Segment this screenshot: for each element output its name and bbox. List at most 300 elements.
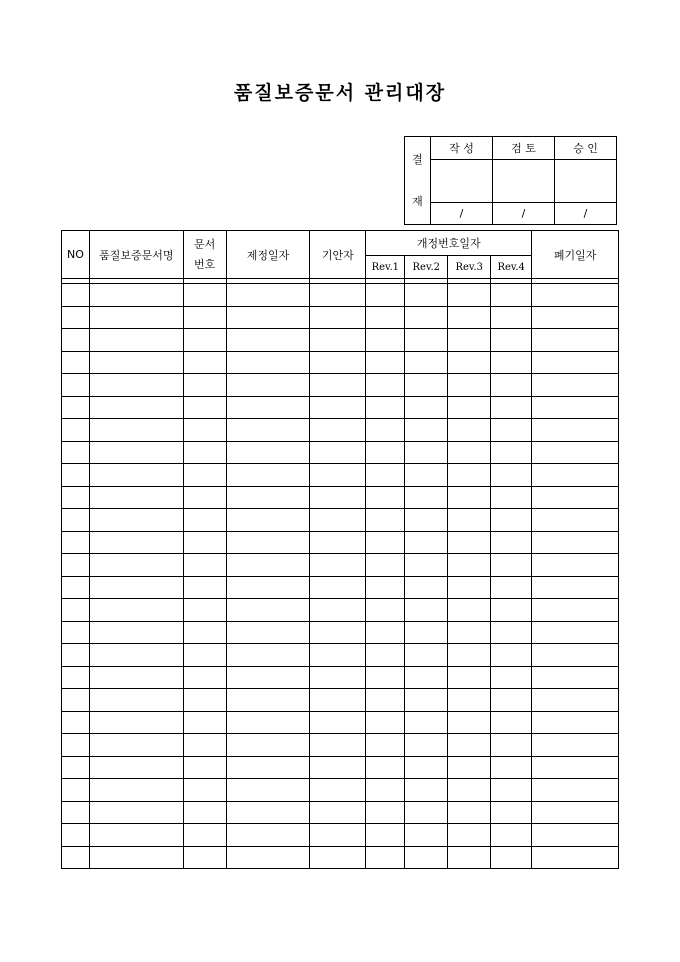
cell-doc-no[interactable] [183, 621, 226, 644]
cell-doc-no[interactable] [183, 374, 226, 397]
cell-doc-no[interactable] [183, 576, 226, 599]
cell-rev-1[interactable] [366, 801, 405, 824]
cell-rev-1[interactable] [366, 441, 405, 464]
cell-rev-2[interactable] [405, 756, 448, 779]
cell-rev-2[interactable] [405, 284, 448, 307]
cell-rev-1[interactable] [366, 396, 405, 419]
cell-doc-name[interactable] [89, 486, 183, 509]
cell-drafter[interactable] [310, 801, 366, 824]
cell-issue-date[interactable] [226, 554, 310, 577]
cell-drafter[interactable] [310, 509, 366, 532]
table-row [62, 824, 619, 847]
cell-rev-1[interactable] [366, 621, 405, 644]
cell-rev-1[interactable] [366, 306, 405, 329]
cell-rev-2[interactable] [405, 441, 448, 464]
cell-doc-name[interactable] [89, 824, 183, 847]
cell-issue-date[interactable] [226, 644, 310, 667]
cell-rev-3[interactable] [448, 779, 491, 802]
cell-rev-1[interactable] [366, 644, 405, 667]
cell-no[interactable] [62, 509, 90, 532]
cell-disposal-date[interactable] [532, 711, 619, 734]
cell-rev-2[interactable] [405, 644, 448, 667]
cell-doc-no[interactable] [183, 419, 226, 442]
cell-rev-4[interactable] [491, 486, 532, 509]
cell-rev-4[interactable] [491, 734, 532, 757]
cell-rev-4[interactable] [491, 689, 532, 712]
cell-rev-4[interactable] [491, 756, 532, 779]
cell-no[interactable] [62, 576, 90, 599]
cell-issue-date[interactable] [226, 756, 310, 779]
cell-no[interactable] [62, 396, 90, 419]
cell-rev-4[interactable] [491, 441, 532, 464]
table-row [62, 756, 619, 779]
cell-disposal-date[interactable] [532, 734, 619, 757]
cell-no[interactable] [62, 329, 90, 352]
cell-doc-no[interactable] [183, 351, 226, 374]
cell-issue-date[interactable] [226, 419, 310, 442]
cell-doc-no[interactable] [183, 644, 226, 667]
table-row [62, 801, 619, 824]
cell-rev-4[interactable] [491, 351, 532, 374]
cell-drafter[interactable] [310, 734, 366, 757]
cell-doc-no[interactable] [183, 441, 226, 464]
cell-rev-1[interactable] [366, 531, 405, 554]
cell-disposal-date[interactable] [532, 801, 619, 824]
cell-disposal-date[interactable] [532, 644, 619, 667]
cell-drafter[interactable] [310, 599, 366, 622]
cell-doc-name[interactable] [89, 329, 183, 352]
cell-drafter[interactable] [310, 576, 366, 599]
cell-doc-name[interactable] [89, 531, 183, 554]
cell-no[interactable] [62, 689, 90, 712]
table-row [62, 374, 619, 397]
cell-drafter[interactable] [310, 306, 366, 329]
cell-rev-2[interactable] [405, 734, 448, 757]
table-row [62, 509, 619, 532]
cell-rev-4[interactable] [491, 846, 532, 869]
cell-no[interactable] [62, 756, 90, 779]
cell-doc-no[interactable] [183, 306, 226, 329]
cell-issue-date[interactable] [226, 711, 310, 734]
cell-rev-1[interactable] [366, 374, 405, 397]
cell-rev-3[interactable] [448, 599, 491, 622]
cell-disposal-date[interactable] [532, 509, 619, 532]
table-row [62, 779, 619, 802]
header-doc-no: 문서 번호 [183, 231, 226, 279]
cell-no[interactable] [62, 824, 90, 847]
cell-doc-name[interactable] [89, 441, 183, 464]
cell-issue-date[interactable] [226, 441, 310, 464]
approval-box [404, 136, 617, 225]
cell-drafter[interactable] [310, 531, 366, 554]
approval-date-approve[interactable]: / [555, 203, 617, 225]
cell-doc-no[interactable] [183, 824, 226, 847]
cell-rev-1[interactable] [366, 509, 405, 532]
header-issue-date: 제정일자 [226, 231, 310, 279]
cell-doc-name[interactable] [89, 396, 183, 419]
cell-rev-3[interactable] [448, 801, 491, 824]
cell-rev-1[interactable] [366, 351, 405, 374]
cell-disposal-date[interactable] [532, 666, 619, 689]
cell-drafter[interactable] [310, 464, 366, 487]
cell-no[interactable] [62, 779, 90, 802]
cell-no[interactable] [62, 531, 90, 554]
approval-date-review[interactable]: / [493, 203, 555, 225]
cell-rev-3[interactable] [448, 711, 491, 734]
cell-rev-1[interactable] [366, 689, 405, 712]
cell-rev-3[interactable] [448, 824, 491, 847]
cell-doc-no[interactable] [183, 396, 226, 419]
cell-doc-name[interactable] [89, 306, 183, 329]
header-drafter: 기안자 [310, 231, 366, 279]
cell-rev-1[interactable] [366, 824, 405, 847]
cell-no[interactable] [62, 666, 90, 689]
cell-rev-1[interactable] [366, 734, 405, 757]
cell-drafter[interactable] [310, 644, 366, 667]
header-doc-name: 품질보증문서명 [89, 231, 183, 279]
cell-doc-no[interactable] [183, 666, 226, 689]
cell-issue-date[interactable] [226, 689, 310, 712]
cell-doc-name[interactable] [89, 351, 183, 374]
cell-rev-3[interactable] [448, 284, 491, 307]
cell-doc-name[interactable] [89, 734, 183, 757]
cell-rev-2[interactable] [405, 464, 448, 487]
cell-rev-3[interactable] [448, 734, 491, 757]
cell-doc-no[interactable] [183, 711, 226, 734]
cell-rev-4[interactable] [491, 621, 532, 644]
cell-rev-2[interactable] [405, 689, 448, 712]
cell-rev-3[interactable] [448, 621, 491, 644]
table-row [62, 486, 619, 509]
cell-disposal-date[interactable] [532, 396, 619, 419]
cell-rev-4[interactable] [491, 531, 532, 554]
cell-no[interactable] [62, 486, 90, 509]
cell-issue-date[interactable] [226, 509, 310, 532]
cell-drafter[interactable] [310, 756, 366, 779]
cell-issue-date[interactable] [226, 599, 310, 622]
approval-label-bottom: 재 [412, 194, 423, 208]
table-row [62, 621, 619, 644]
cell-issue-date[interactable] [226, 374, 310, 397]
cell-issue-date[interactable] [226, 621, 310, 644]
header-revision-group: 개정번호일자 [366, 231, 532, 256]
cell-drafter[interactable] [310, 846, 366, 869]
cell-no[interactable] [62, 599, 90, 622]
cell-rev-2[interactable] [405, 666, 448, 689]
cell-doc-name[interactable] [89, 801, 183, 824]
cell-drafter[interactable] [310, 824, 366, 847]
cell-rev-2[interactable] [405, 531, 448, 554]
cell-no[interactable] [62, 441, 90, 464]
cell-rev-2[interactable] [405, 374, 448, 397]
cell-doc-no[interactable] [183, 756, 226, 779]
cell-rev-3[interactable] [448, 509, 491, 532]
cell-disposal-date[interactable] [532, 576, 619, 599]
cell-rev-3[interactable] [448, 396, 491, 419]
table-row [62, 419, 619, 442]
cell-rev-4[interactable] [491, 599, 532, 622]
cell-rev-1[interactable] [366, 554, 405, 577]
table-row [62, 734, 619, 757]
cell-rev-2[interactable] [405, 306, 448, 329]
cell-doc-name[interactable] [89, 419, 183, 442]
cell-disposal-date[interactable] [532, 284, 619, 307]
approval-signature-author[interactable] [431, 160, 493, 203]
cell-no[interactable] [62, 554, 90, 577]
cell-rev-1[interactable] [366, 419, 405, 442]
cell-doc-name[interactable] [89, 576, 183, 599]
cell-drafter[interactable] [310, 666, 366, 689]
cell-rev-4[interactable] [491, 284, 532, 307]
cell-doc-name[interactable] [89, 599, 183, 622]
table-row [62, 689, 619, 712]
cell-disposal-date[interactable] [532, 306, 619, 329]
cell-issue-date[interactable] [226, 284, 310, 307]
cell-drafter[interactable] [310, 621, 366, 644]
cell-no[interactable] [62, 734, 90, 757]
cell-disposal-date[interactable] [532, 486, 619, 509]
cell-rev-4[interactable] [491, 509, 532, 532]
cell-doc-name[interactable] [89, 779, 183, 802]
cell-doc-no[interactable] [183, 801, 226, 824]
cell-disposal-date[interactable] [532, 689, 619, 712]
cell-rev-1[interactable] [366, 711, 405, 734]
cell-issue-date[interactable] [226, 846, 310, 869]
cell-issue-date[interactable] [226, 824, 310, 847]
cell-rev-3[interactable] [448, 531, 491, 554]
cell-rev-3[interactable] [448, 419, 491, 442]
cell-doc-name[interactable] [89, 554, 183, 577]
cell-drafter[interactable] [310, 711, 366, 734]
cell-drafter[interactable] [310, 689, 366, 712]
cell-disposal-date[interactable] [532, 554, 619, 577]
cell-rev-3[interactable] [448, 374, 491, 397]
cell-drafter[interactable] [310, 374, 366, 397]
cell-issue-date[interactable] [226, 734, 310, 757]
cell-disposal-date[interactable] [532, 374, 619, 397]
cell-rev-3[interactable] [448, 464, 491, 487]
cell-rev-4[interactable] [491, 711, 532, 734]
cell-issue-date[interactable] [226, 801, 310, 824]
cell-rev-4[interactable] [491, 801, 532, 824]
cell-doc-name[interactable] [89, 644, 183, 667]
cell-issue-date[interactable] [226, 486, 310, 509]
cell-rev-1[interactable] [366, 464, 405, 487]
table-row [62, 396, 619, 419]
cell-issue-date[interactable] [226, 396, 310, 419]
cell-disposal-date[interactable] [532, 531, 619, 554]
cell-disposal-date[interactable] [532, 464, 619, 487]
cell-rev-4[interactable] [491, 374, 532, 397]
table-row [62, 329, 619, 352]
cell-doc-name[interactable] [89, 756, 183, 779]
cell-doc-name[interactable] [89, 666, 183, 689]
cell-rev-2[interactable] [405, 509, 448, 532]
cell-doc-no[interactable] [183, 689, 226, 712]
cell-rev-4[interactable] [491, 554, 532, 577]
table-row [62, 284, 619, 307]
cell-no[interactable] [62, 306, 90, 329]
cell-doc-no[interactable] [183, 734, 226, 757]
cell-no[interactable] [62, 711, 90, 734]
cell-doc-name[interactable] [89, 374, 183, 397]
cell-rev-1[interactable] [366, 666, 405, 689]
cell-rev-2[interactable] [405, 396, 448, 419]
cell-rev-2[interactable] [405, 779, 448, 802]
table-row [62, 576, 619, 599]
cell-rev-2[interactable] [405, 599, 448, 622]
cell-doc-name[interactable] [89, 689, 183, 712]
cell-disposal-date[interactable] [532, 621, 619, 644]
cell-disposal-date[interactable] [532, 824, 619, 847]
cell-rev-1[interactable] [366, 576, 405, 599]
cell-doc-no[interactable] [183, 329, 226, 352]
cell-disposal-date[interactable] [532, 329, 619, 352]
cell-doc-name[interactable] [89, 621, 183, 644]
cell-rev-2[interactable] [405, 486, 448, 509]
cell-rev-1[interactable] [366, 756, 405, 779]
cell-drafter[interactable] [310, 779, 366, 802]
table-row [62, 711, 619, 734]
cell-doc-no[interactable] [183, 509, 226, 532]
cell-rev-3[interactable] [448, 756, 491, 779]
cell-rev-2[interactable] [405, 419, 448, 442]
cell-rev-3[interactable] [448, 666, 491, 689]
cell-drafter[interactable] [310, 284, 366, 307]
cell-rev-4[interactable] [491, 666, 532, 689]
cell-doc-no[interactable] [183, 464, 226, 487]
table-row [62, 666, 619, 689]
cell-issue-date[interactable] [226, 351, 310, 374]
header-rev-4: Rev.4 [491, 256, 532, 279]
cell-rev-3[interactable] [448, 351, 491, 374]
cell-rev-3[interactable] [448, 486, 491, 509]
cell-drafter[interactable] [310, 554, 366, 577]
cell-doc-no[interactable] [183, 486, 226, 509]
cell-rev-1[interactable] [366, 284, 405, 307]
cell-no[interactable] [62, 374, 90, 397]
cell-rev-2[interactable] [405, 576, 448, 599]
cell-rev-3[interactable] [448, 846, 491, 869]
cell-rev-1[interactable] [366, 779, 405, 802]
approval-signature-approve[interactable] [555, 160, 617, 203]
cell-doc-no[interactable] [183, 846, 226, 869]
cell-rev-2[interactable] [405, 554, 448, 577]
cell-issue-date[interactable] [226, 306, 310, 329]
approval-label [405, 137, 431, 225]
table-row [62, 441, 619, 464]
cell-rev-2[interactable] [405, 621, 448, 644]
cell-rev-3[interactable] [448, 329, 491, 352]
cell-doc-name[interactable] [89, 711, 183, 734]
cell-disposal-date[interactable] [532, 846, 619, 869]
cell-doc-no[interactable] [183, 599, 226, 622]
cell-rev-2[interactable] [405, 329, 448, 352]
cell-drafter[interactable] [310, 486, 366, 509]
cell-doc-no[interactable] [183, 554, 226, 577]
cell-no[interactable] [62, 644, 90, 667]
cell-doc-no[interactable] [183, 779, 226, 802]
cell-no[interactable] [62, 351, 90, 374]
cell-doc-name[interactable] [89, 464, 183, 487]
table-row [62, 464, 619, 487]
table-row [62, 599, 619, 622]
cell-rev-2[interactable] [405, 711, 448, 734]
cell-rev-4[interactable] [491, 329, 532, 352]
header-disposal-date: 폐기일자 [532, 231, 619, 279]
cell-rev-1[interactable] [366, 846, 405, 869]
table-row [62, 351, 619, 374]
cell-doc-no[interactable] [183, 531, 226, 554]
cell-disposal-date[interactable] [532, 441, 619, 464]
cell-rev-2[interactable] [405, 846, 448, 869]
cell-rev-1[interactable] [366, 329, 405, 352]
cell-rev-2[interactable] [405, 351, 448, 374]
cell-rev-4[interactable] [491, 419, 532, 442]
cell-doc-name[interactable] [89, 284, 183, 307]
cell-issue-date[interactable] [226, 329, 310, 352]
cell-issue-date[interactable] [226, 666, 310, 689]
cell-rev-2[interactable] [405, 824, 448, 847]
cell-no[interactable] [62, 464, 90, 487]
cell-disposal-date[interactable] [532, 756, 619, 779]
cell-rev-4[interactable] [491, 576, 532, 599]
cell-drafter[interactable] [310, 396, 366, 419]
cell-doc-name[interactable] [89, 509, 183, 532]
cell-no[interactable] [62, 419, 90, 442]
cell-rev-2[interactable] [405, 801, 448, 824]
header-rev-1: Rev.1 [366, 256, 405, 279]
cell-drafter[interactable] [310, 419, 366, 442]
cell-rev-3[interactable] [448, 644, 491, 667]
cell-no[interactable] [62, 621, 90, 644]
cell-rev-1[interactable] [366, 599, 405, 622]
cell-rev-4[interactable] [491, 644, 532, 667]
cell-rev-1[interactable] [366, 486, 405, 509]
cell-drafter[interactable] [310, 329, 366, 352]
cell-issue-date[interactable] [226, 531, 310, 554]
header-rev-3: Rev.3 [448, 256, 491, 279]
cell-drafter[interactable] [310, 441, 366, 464]
cell-rev-4[interactable] [491, 779, 532, 802]
cell-issue-date[interactable] [226, 779, 310, 802]
cell-disposal-date[interactable] [532, 599, 619, 622]
cell-disposal-date[interactable] [532, 779, 619, 802]
cell-doc-no[interactable] [183, 284, 226, 307]
cell-rev-3[interactable] [448, 306, 491, 329]
cell-rev-4[interactable] [491, 824, 532, 847]
cell-issue-date[interactable] [226, 576, 310, 599]
cell-rev-4[interactable] [491, 306, 532, 329]
cell-rev-3[interactable] [448, 576, 491, 599]
cell-drafter[interactable] [310, 351, 366, 374]
cell-rev-3[interactable] [448, 689, 491, 712]
cell-no[interactable] [62, 284, 90, 307]
cell-rev-4[interactable] [491, 396, 532, 419]
cell-no[interactable] [62, 801, 90, 824]
approval-date-author[interactable]: / [431, 203, 493, 225]
cell-disposal-date[interactable] [532, 351, 619, 374]
approval-signature-review[interactable] [493, 160, 555, 203]
cell-rev-3[interactable] [448, 441, 491, 464]
cell-issue-date[interactable] [226, 464, 310, 487]
cell-doc-name[interactable] [89, 846, 183, 869]
cell-rev-4[interactable] [491, 464, 532, 487]
cell-disposal-date[interactable] [532, 419, 619, 442]
cell-no[interactable] [62, 846, 90, 869]
approval-header-approve: 승 인 [555, 137, 617, 160]
cell-rev-3[interactable] [448, 554, 491, 577]
